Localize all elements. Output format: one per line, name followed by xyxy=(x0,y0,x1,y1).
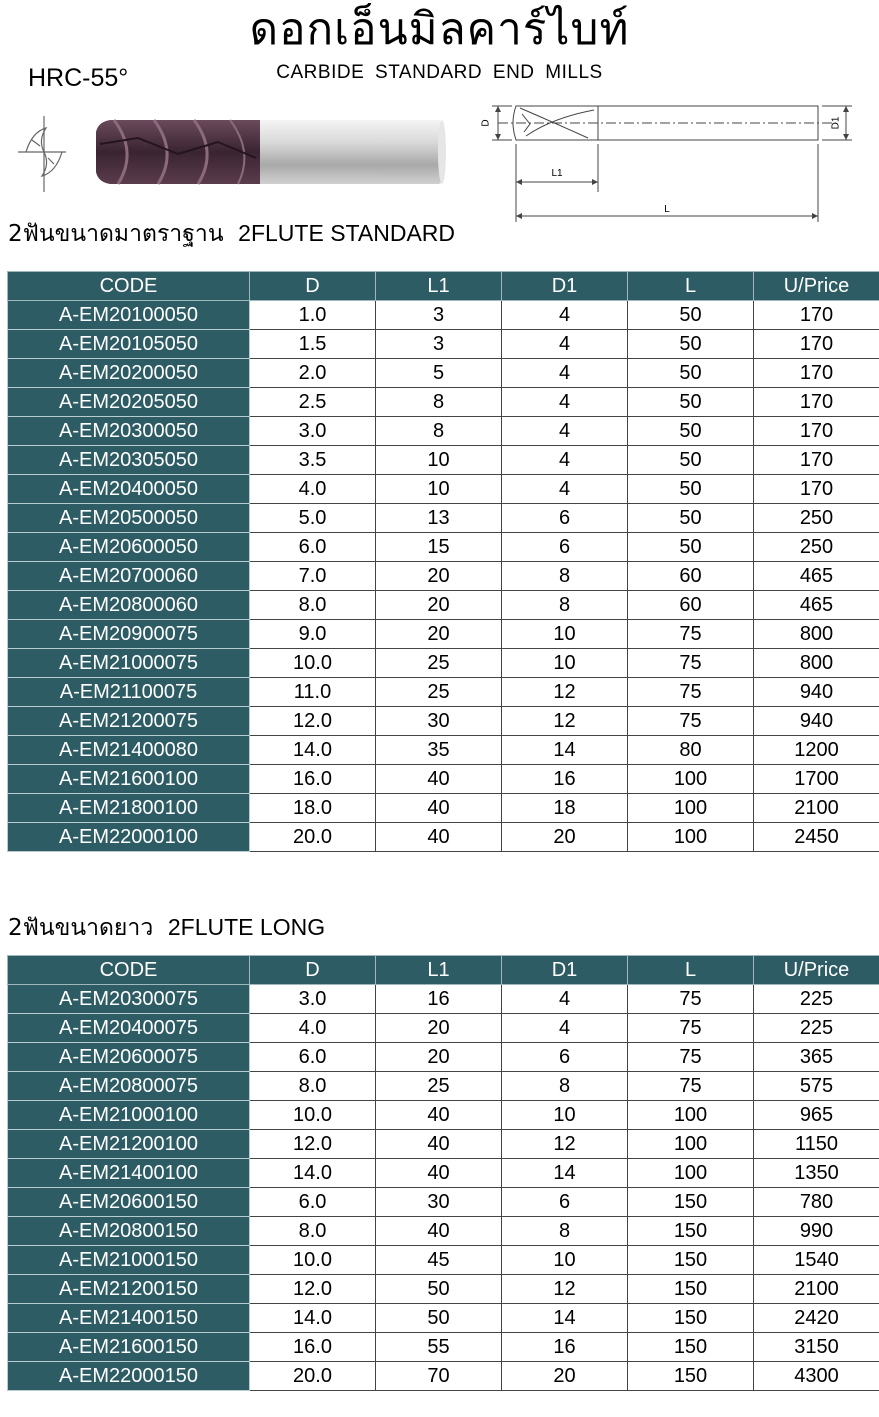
spec-cell: 150 xyxy=(628,1217,754,1246)
spec-cell: 10 xyxy=(502,1246,628,1275)
spec-cell: 45 xyxy=(376,1246,502,1275)
spec-cell: 4 xyxy=(502,388,628,417)
table-row xyxy=(8,301,879,330)
table-row xyxy=(8,1362,879,1391)
spec-cell: 9.0 xyxy=(250,620,376,649)
spec-cell: 55 xyxy=(376,1333,502,1362)
spec-cell: 1.5 xyxy=(250,330,376,359)
column-header: U/Price xyxy=(754,956,879,985)
column-header: CODE xyxy=(8,272,250,301)
spec-cell: 50 xyxy=(628,330,754,359)
column-header: L xyxy=(628,272,754,301)
spec-cell: 20 xyxy=(376,1043,502,1072)
product-code-cell: A-EM20305050 xyxy=(8,446,250,475)
spec-cell: 800 xyxy=(754,649,879,678)
spec-cell: 4 xyxy=(502,985,628,1014)
table-row xyxy=(8,1333,879,1362)
product-code-cell: A-EM20205050 xyxy=(8,388,250,417)
spec-cell: 225 xyxy=(754,1014,879,1043)
spec-cell: 8.0 xyxy=(250,591,376,620)
spec-cell: 5.0 xyxy=(250,504,376,533)
spec-cell: 50 xyxy=(628,504,754,533)
product-code-cell: A-EM20800060 xyxy=(8,591,250,620)
product-code-cell: A-EM21000075 xyxy=(8,649,250,678)
spec-cell: 75 xyxy=(628,1043,754,1072)
table-row xyxy=(8,330,879,359)
product-code-cell: A-EM20600050 xyxy=(8,533,250,562)
product-code-cell: A-EM21100075 xyxy=(8,678,250,707)
spec-cell: 150 xyxy=(628,1304,754,1333)
spec-cell: 5 xyxy=(376,359,502,388)
table-row xyxy=(8,794,879,823)
spec-cell: 12.0 xyxy=(250,1275,376,1304)
spec-cell: 2.5 xyxy=(250,388,376,417)
spec-cell: 75 xyxy=(628,707,754,736)
spec-cell: 100 xyxy=(628,1101,754,1130)
table-row xyxy=(8,985,879,1014)
hardness-rating: HRC-55° xyxy=(28,64,129,92)
product-code-cell: A-EM21000100 xyxy=(8,1101,250,1130)
column-header: L1 xyxy=(376,956,502,985)
spec-cell: 8 xyxy=(376,388,502,417)
spec-cell: 12.0 xyxy=(250,1130,376,1159)
spec-cell: 15 xyxy=(376,533,502,562)
table-row xyxy=(8,1101,879,1130)
spec-cell: 30 xyxy=(376,707,502,736)
spec-cell: 2100 xyxy=(754,794,879,823)
spec-cell: 14.0 xyxy=(250,736,376,765)
spec-cell: 14 xyxy=(502,1304,628,1333)
spec-cell: 18 xyxy=(502,794,628,823)
spec-cell: 150 xyxy=(628,1275,754,1304)
spec-cell: 800 xyxy=(754,620,879,649)
spec-cell: 16 xyxy=(502,765,628,794)
spec-cell: 8.0 xyxy=(250,1072,376,1101)
table-row xyxy=(8,533,879,562)
spec-cell: 75 xyxy=(628,620,754,649)
table-row xyxy=(8,736,879,765)
spec-cell: 1540 xyxy=(754,1246,879,1275)
spec-cell: 8 xyxy=(502,591,628,620)
spec-cell: 2.0 xyxy=(250,359,376,388)
spec-cell: 3.0 xyxy=(250,417,376,446)
spec-cell: 60 xyxy=(628,591,754,620)
spec-cell: 20 xyxy=(502,1362,628,1391)
spec-cell: 365 xyxy=(754,1043,879,1072)
spec-cell: 20 xyxy=(502,823,628,852)
spec-cell: 6.0 xyxy=(250,1043,376,1072)
spec-cell: 10 xyxy=(376,475,502,504)
spec-cell: 6 xyxy=(502,1188,628,1217)
table-row xyxy=(8,765,879,794)
table-header-row xyxy=(8,272,879,301)
table-row xyxy=(8,562,879,591)
spec-cell: 4 xyxy=(502,417,628,446)
product-code-cell: A-EM21200150 xyxy=(8,1275,250,1304)
label-l1: L1 xyxy=(551,168,563,179)
column-header: D1 xyxy=(502,272,628,301)
table-row xyxy=(8,707,879,736)
spec-cell: 3.0 xyxy=(250,985,376,1014)
spec-cell: 4 xyxy=(502,475,628,504)
spec-cell: 6.0 xyxy=(250,533,376,562)
spec-cell: 8 xyxy=(502,1072,628,1101)
spec-cell: 16.0 xyxy=(250,1333,376,1362)
spec-cell: 150 xyxy=(628,1333,754,1362)
product-code-cell: A-EM20105050 xyxy=(8,330,250,359)
spec-cell: 6 xyxy=(502,1043,628,1072)
product-code-cell: A-EM21200100 xyxy=(8,1130,250,1159)
spec-cell: 100 xyxy=(628,823,754,852)
table-row xyxy=(8,1304,879,1333)
spec-cell: 150 xyxy=(628,1246,754,1275)
spec-cell: 18.0 xyxy=(250,794,376,823)
product-code-cell: A-EM21800100 xyxy=(8,794,250,823)
spec-cell: 25 xyxy=(376,1072,502,1101)
spec-cell: 11.0 xyxy=(250,678,376,707)
product-code-cell: A-EM20400050 xyxy=(8,475,250,504)
spec-cell: 60 xyxy=(628,562,754,591)
section-title-long xyxy=(8,912,325,943)
spec-cell: 40 xyxy=(376,823,502,852)
spec-cell: 20.0 xyxy=(250,1362,376,1391)
table-row xyxy=(8,1246,879,1275)
product-code-cell: A-EM20400075 xyxy=(8,1014,250,1043)
spec-cell: 16 xyxy=(376,985,502,1014)
spec-cell: 12 xyxy=(502,678,628,707)
page-subtitle: CARBIDE STANDARD END MILLS xyxy=(276,62,603,83)
table-row xyxy=(8,1072,879,1101)
long-price-table xyxy=(7,955,879,1391)
product-code-cell: A-EM20800075 xyxy=(8,1072,250,1101)
spec-cell: 6.0 xyxy=(250,1188,376,1217)
spec-cell: 20 xyxy=(376,620,502,649)
spec-cell: 16 xyxy=(502,1333,628,1362)
spec-cell: 2420 xyxy=(754,1304,879,1333)
table-row xyxy=(8,649,879,678)
spec-cell: 4 xyxy=(502,446,628,475)
spec-cell: 12 xyxy=(502,1275,628,1304)
spec-cell: 14 xyxy=(502,736,628,765)
spec-cell: 25 xyxy=(376,678,502,707)
spec-cell: 14 xyxy=(502,1159,628,1188)
section-title-standard-th: 2ฟันขนาดมาตราฐาน xyxy=(8,221,224,247)
spec-cell: 2450 xyxy=(754,823,879,852)
spec-cell: 170 xyxy=(754,446,879,475)
table-header-row xyxy=(8,956,879,985)
product-code-cell: A-EM21400080 xyxy=(8,736,250,765)
spec-cell: 225 xyxy=(754,985,879,1014)
spec-cell: 1150 xyxy=(754,1130,879,1159)
column-header: L xyxy=(628,956,754,985)
column-header: D1 xyxy=(502,956,628,985)
product-code-cell: A-EM21400100 xyxy=(8,1159,250,1188)
spec-cell: 3.5 xyxy=(250,446,376,475)
product-code-cell: A-EM21600150 xyxy=(8,1333,250,1362)
spec-cell: 150 xyxy=(628,1188,754,1217)
spec-cell: 465 xyxy=(754,562,879,591)
table-row xyxy=(8,1217,879,1246)
label-d: D xyxy=(480,119,492,127)
spec-cell: 80 xyxy=(628,736,754,765)
spec-cell: 250 xyxy=(754,504,879,533)
dimension-drawing xyxy=(468,96,863,226)
column-header: U/Price xyxy=(754,272,879,301)
spec-cell: 170 xyxy=(754,475,879,504)
spec-cell: 4300 xyxy=(754,1362,879,1391)
spec-cell: 2100 xyxy=(754,1275,879,1304)
spec-cell: 940 xyxy=(754,678,879,707)
spec-cell: 14.0 xyxy=(250,1159,376,1188)
label-d1: D1 xyxy=(830,116,842,130)
spec-cell: 12 xyxy=(502,1130,628,1159)
spec-cell: 20 xyxy=(376,1014,502,1043)
spec-cell: 40 xyxy=(376,1217,502,1246)
table-row xyxy=(8,1130,879,1159)
spec-cell: 14.0 xyxy=(250,1304,376,1333)
spec-cell: 940 xyxy=(754,707,879,736)
spec-cell: 50 xyxy=(376,1304,502,1333)
spec-cell: 3 xyxy=(376,330,502,359)
section-title-long-th: 2ฟันขนาดยาว xyxy=(8,915,154,941)
spec-cell: 3150 xyxy=(754,1333,879,1362)
spec-cell: 75 xyxy=(628,649,754,678)
table-row xyxy=(8,1043,879,1072)
product-code-cell: A-EM21400150 xyxy=(8,1304,250,1333)
spec-cell: 40 xyxy=(376,794,502,823)
end-view-icon xyxy=(18,116,66,192)
table-row xyxy=(8,359,879,388)
spec-cell: 25 xyxy=(376,649,502,678)
end-mill-photo xyxy=(18,106,448,198)
spec-cell: 50 xyxy=(628,388,754,417)
spec-cell: 70 xyxy=(376,1362,502,1391)
table-row xyxy=(8,823,879,852)
spec-cell: 170 xyxy=(754,359,879,388)
table-row xyxy=(8,1275,879,1304)
spec-cell: 8 xyxy=(502,1217,628,1246)
spec-cell: 100 xyxy=(628,1159,754,1188)
spec-cell: 40 xyxy=(376,1101,502,1130)
spec-cell: 16.0 xyxy=(250,765,376,794)
page-title: ดอกเอ็นมิลคาร์ไบท์ xyxy=(249,4,630,55)
product-code-cell: A-EM21200075 xyxy=(8,707,250,736)
spec-cell: 75 xyxy=(628,985,754,1014)
spec-cell: 50 xyxy=(628,417,754,446)
product-code-cell: A-EM20300050 xyxy=(8,417,250,446)
spec-cell: 6 xyxy=(502,533,628,562)
table-row xyxy=(8,446,879,475)
spec-cell: 35 xyxy=(376,736,502,765)
spec-cell: 965 xyxy=(754,1101,879,1130)
product-code-cell: A-EM20800150 xyxy=(8,1217,250,1246)
product-code-cell: A-EM20300075 xyxy=(8,985,250,1014)
spec-cell: 10 xyxy=(502,649,628,678)
spec-cell: 20.0 xyxy=(250,823,376,852)
spec-cell: 4.0 xyxy=(250,1014,376,1043)
product-code-cell: A-EM21600100 xyxy=(8,765,250,794)
table-row xyxy=(8,417,879,446)
spec-cell: 4 xyxy=(502,330,628,359)
spec-cell: 7.0 xyxy=(250,562,376,591)
spec-cell: 4.0 xyxy=(250,475,376,504)
spec-cell: 170 xyxy=(754,417,879,446)
spec-cell: 50 xyxy=(628,446,754,475)
spec-cell: 1.0 xyxy=(250,301,376,330)
spec-cell: 8.0 xyxy=(250,1217,376,1246)
product-code-cell: A-EM20200050 xyxy=(8,359,250,388)
spec-cell: 100 xyxy=(628,1130,754,1159)
table-row xyxy=(8,504,879,533)
spec-cell: 75 xyxy=(628,1072,754,1101)
product-code-cell: A-EM20100050 xyxy=(8,301,250,330)
label-l: L xyxy=(664,204,670,215)
spec-cell: 50 xyxy=(376,1275,502,1304)
spec-cell: 100 xyxy=(628,794,754,823)
product-code-cell: A-EM21000150 xyxy=(8,1246,250,1275)
table-row xyxy=(8,388,879,417)
table-row xyxy=(8,475,879,504)
spec-cell: 12 xyxy=(502,707,628,736)
spec-cell: 780 xyxy=(754,1188,879,1217)
product-code-cell: A-EM20900075 xyxy=(8,620,250,649)
spec-cell: 465 xyxy=(754,591,879,620)
spec-cell: 75 xyxy=(628,1014,754,1043)
section-title-standard xyxy=(8,218,455,249)
spec-cell: 50 xyxy=(628,301,754,330)
spec-cell: 40 xyxy=(376,765,502,794)
product-code-cell: A-EM20700060 xyxy=(8,562,250,591)
table-row xyxy=(8,1014,879,1043)
spec-cell: 575 xyxy=(754,1072,879,1101)
spec-cell: 20 xyxy=(376,562,502,591)
table-row xyxy=(8,678,879,707)
column-header: D xyxy=(250,956,376,985)
spec-cell: 1700 xyxy=(754,765,879,794)
column-header: L1 xyxy=(376,272,502,301)
spec-cell: 4 xyxy=(502,301,628,330)
spec-cell: 10 xyxy=(502,620,628,649)
spec-cell: 13 xyxy=(376,504,502,533)
spec-cell: 75 xyxy=(628,678,754,707)
product-code-cell: A-EM22000100 xyxy=(8,823,250,852)
spec-cell: 990 xyxy=(754,1217,879,1246)
spec-cell: 1200 xyxy=(754,736,879,765)
spec-cell: 50 xyxy=(628,533,754,562)
spec-cell: 100 xyxy=(628,765,754,794)
spec-cell: 10.0 xyxy=(250,649,376,678)
spec-cell: 10 xyxy=(376,446,502,475)
spec-cell: 50 xyxy=(628,475,754,504)
section-title-standard-en: 2FLUTE STANDARD xyxy=(238,220,455,246)
table-row xyxy=(8,591,879,620)
spec-cell: 4 xyxy=(502,359,628,388)
spec-cell: 40 xyxy=(376,1130,502,1159)
spec-cell: 8 xyxy=(376,417,502,446)
product-code-cell: A-EM22000150 xyxy=(8,1362,250,1391)
spec-cell: 170 xyxy=(754,301,879,330)
table-row xyxy=(8,1188,879,1217)
spec-cell: 250 xyxy=(754,533,879,562)
spec-cell: 10.0 xyxy=(250,1246,376,1275)
spec-cell: 8 xyxy=(502,562,628,591)
product-code-cell: A-EM20600075 xyxy=(8,1043,250,1072)
column-header: D xyxy=(250,272,376,301)
spec-cell: 12.0 xyxy=(250,707,376,736)
spec-cell: 50 xyxy=(628,359,754,388)
spec-cell: 10.0 xyxy=(250,1101,376,1130)
section-title-long-en: 2FLUTE LONG xyxy=(167,914,326,940)
spec-cell: 40 xyxy=(376,1159,502,1188)
spec-cell: 170 xyxy=(754,330,879,359)
spec-cell: 6 xyxy=(502,504,628,533)
product-code-cell: A-EM20600150 xyxy=(8,1188,250,1217)
spec-cell: 10 xyxy=(502,1101,628,1130)
table-row xyxy=(8,620,879,649)
spec-cell: 170 xyxy=(754,388,879,417)
product-code-cell: A-EM20500050 xyxy=(8,504,250,533)
spec-cell: 20 xyxy=(376,591,502,620)
spec-cell: 4 xyxy=(502,1014,628,1043)
spec-cell: 150 xyxy=(628,1362,754,1391)
table-row xyxy=(8,1159,879,1188)
spec-cell: 3 xyxy=(376,301,502,330)
spec-cell: 1350 xyxy=(754,1159,879,1188)
column-header: CODE xyxy=(8,956,250,985)
standard-price-table xyxy=(7,271,879,852)
spec-cell: 30 xyxy=(376,1188,502,1217)
